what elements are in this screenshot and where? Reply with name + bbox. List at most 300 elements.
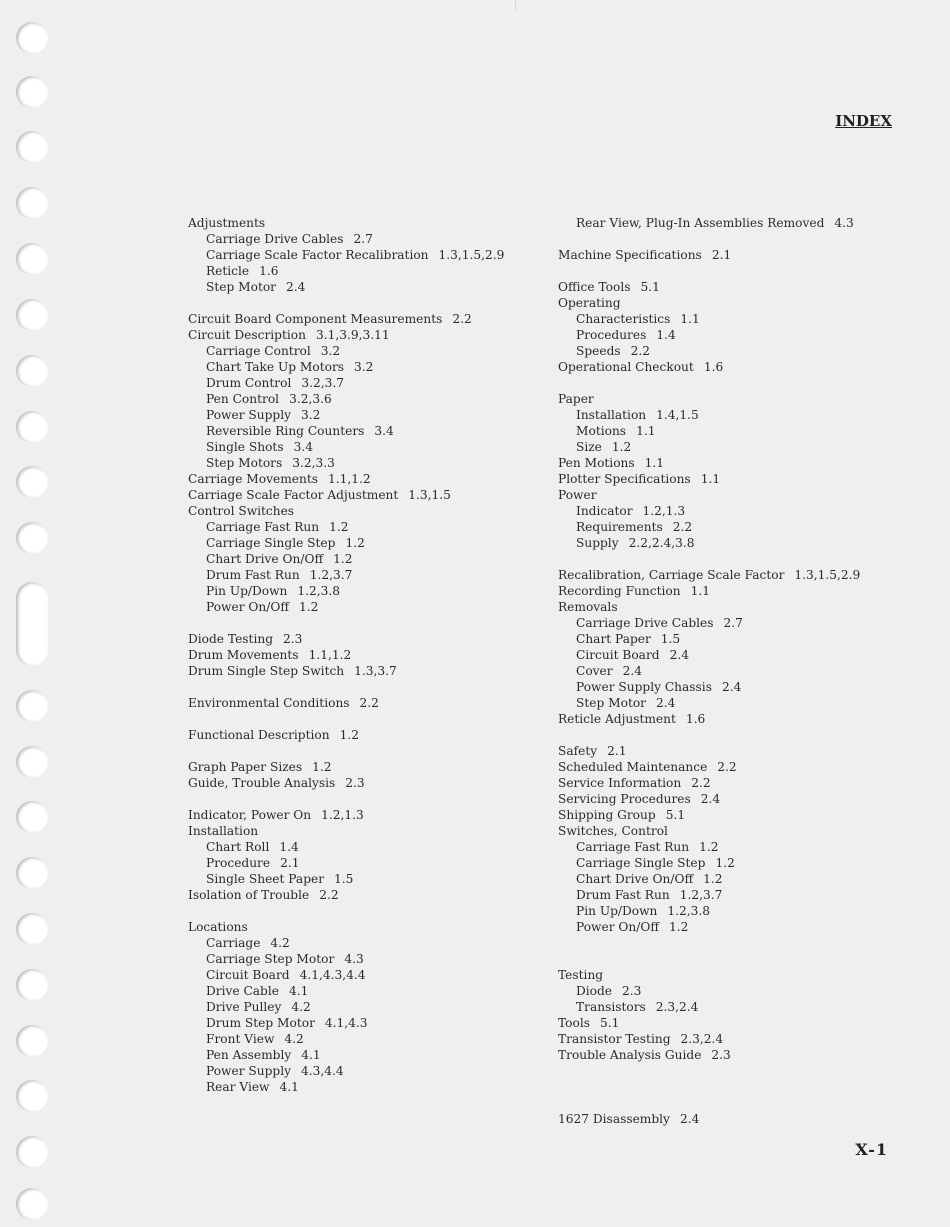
- index-term: Diode: [576, 984, 613, 998]
- index-subentry: [188, 423, 548, 439]
- index-term: Procedure: [206, 856, 271, 870]
- index-page-refs: 2.1: [280, 856, 300, 870]
- index-term: Scheduled Maintenance: [558, 760, 708, 774]
- index-page-refs: 2.3,2.4: [680, 1032, 724, 1046]
- index-page-refs: 1.6: [259, 264, 279, 278]
- index-term: Carriage Control: [206, 344, 311, 358]
- index-term: Trouble Analysis Guide: [558, 1048, 702, 1062]
- index-term: Indicator, Power On: [188, 808, 312, 822]
- index-entry: [558, 759, 903, 775]
- index-term: Chart Take Up Motors: [206, 360, 345, 374]
- page-number: X-1: [855, 1140, 888, 1159]
- index-page-refs: 2.4: [700, 792, 721, 806]
- index-page-refs: 2.3,2.4: [655, 1000, 699, 1014]
- index-subentry: [188, 1063, 548, 1079]
- binder-hole: [16, 355, 48, 387]
- index-subentry: [188, 839, 548, 855]
- index-page-refs: 1.4: [656, 328, 676, 342]
- index-entry: [558, 775, 903, 791]
- index-page-refs: 1.1: [690, 584, 710, 598]
- index-subentry: [558, 343, 903, 359]
- binder-holes: [0, 0, 60, 1227]
- index-page-refs: 1.2: [299, 600, 319, 614]
- binder-hole: [16, 801, 48, 833]
- index-subentry: [558, 999, 903, 1015]
- index-entry: [558, 487, 903, 503]
- index-page-refs: 2.4: [286, 280, 306, 294]
- index-term: Control Switches: [188, 504, 295, 518]
- index-page-refs: 1.2: [703, 872, 723, 886]
- index-entry: [188, 647, 548, 663]
- index-page-refs: 2.4: [622, 664, 642, 678]
- index-entry: [188, 631, 548, 647]
- index-term: Carriage Single Step: [576, 856, 706, 870]
- index-page-refs: 2.2: [452, 312, 472, 326]
- index-term: Drum Fast Run: [206, 568, 300, 582]
- binder-hole: [16, 857, 48, 889]
- index-term: Circuit Description: [188, 328, 306, 342]
- index-subentry: [558, 519, 903, 535]
- index-entry: [188, 503, 548, 519]
- index-page-refs: 2.4: [721, 680, 742, 694]
- index-term: Carriage Scale Factor Recalibration: [206, 248, 429, 262]
- index-term: Removals: [558, 600, 618, 614]
- index-page-refs: 2.2: [630, 344, 651, 358]
- entry-spacer: [558, 935, 903, 951]
- index-term: Installation: [576, 408, 647, 422]
- index-entry: [188, 807, 548, 823]
- index-page-refs: 2.2: [672, 520, 693, 534]
- index-subentry: [558, 663, 903, 679]
- index-subentry: [188, 567, 548, 583]
- binder-hole: [16, 1188, 48, 1220]
- entry-spacer: [188, 679, 548, 695]
- index-term: Rear View, Plug-In Assemblies Removed: [576, 216, 825, 230]
- index-term: Motions: [576, 424, 627, 438]
- index-term: Circuit Board: [206, 968, 290, 982]
- index-term: Cover: [576, 664, 613, 678]
- index-subentry: [188, 855, 548, 871]
- index-page-refs: 2.1: [607, 744, 627, 758]
- binder-hole: [16, 746, 48, 778]
- index-page-refs: 1.2: [329, 520, 349, 534]
- index-page-refs: 3.2,3.6: [289, 392, 332, 406]
- index-term: Carriage: [206, 936, 261, 950]
- index-subentry: [558, 839, 903, 855]
- index-term: Switches, Control: [558, 824, 668, 838]
- entry-spacer: [558, 727, 903, 743]
- index-page-refs: 2.2: [319, 888, 339, 902]
- index-page-refs: 4.1,4.3,4.4: [299, 968, 366, 982]
- binder-hole: [16, 1080, 48, 1112]
- index-term: Guide, Trouble Analysis: [188, 776, 336, 790]
- index-subentry: [188, 1031, 548, 1047]
- index-entry: [188, 823, 548, 839]
- index-subentry: [188, 247, 548, 263]
- index-subentry: [188, 231, 548, 247]
- index-subentry: [558, 439, 903, 455]
- index-subentry: [558, 615, 903, 631]
- index-page-refs: 1.6: [685, 712, 706, 726]
- index-column-left: [188, 215, 548, 1095]
- index-entry: [558, 247, 903, 263]
- index-term: Chart Roll: [206, 840, 270, 854]
- index-term: Servicing Procedures: [558, 792, 691, 806]
- index-entry: [188, 471, 548, 487]
- index-term: Pen Motions: [558, 456, 635, 470]
- index-page-refs: 1.4,1.5: [656, 408, 699, 422]
- index-term: Carriage Scale Factor Adjustment: [188, 488, 399, 502]
- index-page-refs: 3.1,3.9,3.11: [315, 328, 390, 342]
- index-page-refs: 5.1: [665, 808, 686, 822]
- index-subentry: [558, 631, 903, 647]
- index-term: Carriage Movements: [188, 472, 318, 486]
- index-term: Drum Control: [206, 376, 292, 390]
- index-page-refs: 3.2,3.3: [292, 456, 335, 470]
- index-subentry: [188, 999, 548, 1015]
- index-entry: [188, 887, 548, 903]
- index-term: Machine Specifications: [558, 248, 702, 262]
- index-term: Operational Checkout: [558, 360, 694, 374]
- index-term: Testing: [558, 968, 604, 982]
- index-page-refs: 1.2: [339, 728, 359, 742]
- index-term: Graph Paper Sizes: [188, 760, 303, 774]
- entry-spacer: [558, 1063, 903, 1079]
- index-entry: [188, 663, 548, 679]
- binder-hole: [16, 131, 48, 163]
- index-page-refs: 3.2,3.7: [301, 376, 344, 390]
- index-term: Pin Up/Down: [576, 904, 658, 918]
- index-term: Plotter Specifications: [558, 472, 691, 486]
- index-term: Procedures: [576, 328, 647, 342]
- index-entry: [558, 791, 903, 807]
- binder-hole: [16, 243, 48, 275]
- index-subentry: [558, 423, 903, 439]
- index-subentry: [558, 903, 903, 919]
- index-page-refs: 1.3,1.5,2.9: [438, 248, 505, 262]
- index-page-refs: 1.1: [636, 424, 656, 438]
- index-entry: [188, 759, 548, 775]
- index-subentry: [188, 375, 548, 391]
- index-term: Carriage Drive Cables: [206, 232, 344, 246]
- index-subentry: [558, 695, 903, 711]
- index-page-refs: 5.1: [600, 1016, 620, 1030]
- index-page-refs: 1.2: [699, 840, 719, 854]
- entry-spacer: [558, 551, 903, 567]
- index-term: Supply: [576, 536, 619, 550]
- binder-hole: [16, 913, 48, 945]
- index-subentry: [188, 967, 548, 983]
- index-page-refs: 3.2: [320, 344, 341, 358]
- index-term: Adjustments: [188, 216, 266, 230]
- index-entry: [558, 743, 903, 759]
- index-term: Reticle Adjustment: [558, 712, 676, 726]
- index-subentry: [558, 679, 903, 695]
- index-term: Circuit Board: [576, 648, 660, 662]
- index-page-refs: 2.4: [679, 1112, 700, 1126]
- index-page-refs: 2.3: [345, 776, 365, 790]
- index-page-refs: 4.1: [301, 1048, 321, 1062]
- index-term: Power On/Off: [576, 920, 659, 934]
- index-page-refs: 1.4: [279, 840, 299, 854]
- index-page-refs: 1.2,1.3: [642, 504, 686, 518]
- index-page-refs: 1.3,3.7: [354, 664, 397, 678]
- index-term: Power Supply: [206, 408, 291, 422]
- index-page-refs: 4.2: [270, 936, 290, 950]
- binder-hole: [16, 969, 48, 1001]
- index-page-refs: 2.3: [711, 1048, 731, 1062]
- index-term: Indicator: [576, 504, 633, 518]
- entry-spacer: [558, 375, 903, 391]
- index-page-refs: 1.2: [312, 760, 332, 774]
- index-page-refs: 2.4: [669, 648, 689, 662]
- index-entry: [188, 775, 548, 791]
- index-subentry: [558, 503, 903, 519]
- index-entry: [558, 455, 903, 471]
- index-term: Service Information: [558, 776, 682, 790]
- index-term: Office Tools: [558, 280, 631, 294]
- index-term: Power: [558, 488, 597, 502]
- index-subentry: [188, 455, 548, 471]
- index-term: Isolation of Trouble: [188, 888, 310, 902]
- index-page-refs: 1.3,1.5: [408, 488, 451, 502]
- index-subentry: [558, 919, 903, 935]
- index-subentry: [558, 871, 903, 887]
- index-term: 1627 Disassembly: [558, 1112, 670, 1126]
- index-term: Circuit Board Component Measurements: [188, 312, 443, 326]
- index-term: Pen Assembly: [206, 1048, 292, 1062]
- index-subentry: [188, 439, 548, 455]
- index-entry: [558, 807, 903, 823]
- index-page-refs: 1.1: [700, 472, 721, 486]
- page-title: INDEX: [835, 112, 892, 130]
- index-term: Power Supply: [206, 1064, 291, 1078]
- index-term: Requirements: [576, 520, 663, 534]
- index-page-refs: 1.5: [660, 632, 681, 646]
- index-term: Carriage Fast Run: [576, 840, 690, 854]
- index-subentry: [188, 359, 548, 375]
- entry-spacer: [188, 615, 548, 631]
- index-subentry: [188, 983, 548, 999]
- index-entry: [188, 695, 548, 711]
- index-term: Carriage Single Step: [206, 536, 336, 550]
- index-subentry: [558, 215, 903, 231]
- index-term: Drive Pulley: [206, 1000, 282, 1014]
- index-subentry: [188, 935, 548, 951]
- index-page-refs: 3.4: [374, 424, 394, 438]
- index-page-refs: 3.2: [300, 408, 321, 422]
- binder-slot: [16, 582, 48, 666]
- index-column-right: [558, 215, 903, 1127]
- index-entry: [558, 295, 903, 311]
- index-page-refs: 2.2: [359, 696, 379, 710]
- binder-hole: [16, 1136, 48, 1168]
- index-subentry: [188, 279, 548, 295]
- index-entry: [558, 823, 903, 839]
- index-term: Carriage Step Motor: [206, 952, 335, 966]
- entry-spacer: [558, 231, 903, 247]
- index-page-refs: 4.3: [834, 216, 854, 230]
- index-entry: [188, 311, 548, 327]
- index-term: Single Shots: [206, 440, 284, 454]
- entry-spacer: [188, 791, 548, 807]
- index-subentry: [188, 263, 548, 279]
- index-subentry: [558, 855, 903, 871]
- index-page-refs: 4.3,4.4: [300, 1064, 344, 1078]
- index-subentry: [188, 871, 548, 887]
- index-subentry: [188, 407, 548, 423]
- binder-hole: [16, 299, 48, 331]
- index-page-refs: 3.2: [354, 360, 374, 374]
- index-subentry: [188, 951, 548, 967]
- index-entry: [558, 967, 903, 983]
- index-subentry: [558, 311, 903, 327]
- index-term: Functional Description: [188, 728, 330, 742]
- index-entry: [558, 359, 903, 375]
- index-term: Size: [576, 440, 602, 454]
- index-subentry: [558, 983, 903, 999]
- index-entry: [558, 599, 903, 615]
- binder-hole: [16, 522, 48, 554]
- index-term: Step Motor: [576, 696, 647, 710]
- index-subentry: [558, 647, 903, 663]
- index-entry: [188, 487, 548, 503]
- index-term: Characteristics: [576, 312, 671, 326]
- index-term: Installation: [188, 824, 259, 838]
- index-entry: [558, 1015, 903, 1031]
- entry-spacer: [188, 903, 548, 919]
- index-entry: [558, 567, 903, 583]
- index-subentry: [188, 551, 548, 567]
- index-page-refs: 2.2: [691, 776, 711, 790]
- index-page-refs: 1.2,3.7: [309, 568, 353, 582]
- index-term: Drum Fast Run: [576, 888, 670, 902]
- index-subentry: [188, 1079, 548, 1095]
- index-page-refs: 1.2: [669, 920, 689, 934]
- index-page-refs: 1.1,1.2: [327, 472, 371, 486]
- index-term: Environmental Conditions: [188, 696, 350, 710]
- entry-spacer: [188, 743, 548, 759]
- index-term: Recording Function: [558, 584, 681, 598]
- index-subentry: [558, 535, 903, 551]
- index-subentry: [188, 391, 548, 407]
- index-page-refs: 4.1: [279, 1080, 299, 1094]
- index-subentry: [558, 887, 903, 903]
- index-page-refs: 1.2: [611, 440, 632, 454]
- index-term: Front View: [206, 1032, 275, 1046]
- binder-hole: [16, 187, 48, 219]
- index-term: Speeds: [576, 344, 621, 358]
- index-term: Step Motors: [206, 456, 283, 470]
- index-subentry: [188, 1047, 548, 1063]
- entry-spacer: [558, 263, 903, 279]
- entry-spacer: [558, 1095, 903, 1111]
- index-subentry: [188, 343, 548, 359]
- index-term: Chart Drive On/Off: [206, 552, 324, 566]
- index-page-refs: 1.1: [644, 456, 665, 470]
- binder-hole: [16, 76, 48, 108]
- index-term: Drum Movements: [188, 648, 299, 662]
- binder-hole: [16, 466, 48, 498]
- index-term: Drum Step Motor: [206, 1016, 315, 1030]
- binder-hole: [16, 690, 48, 722]
- index-entry: [188, 727, 548, 743]
- index-term: Carriage Fast Run: [206, 520, 320, 534]
- index-page-refs: 3.4: [293, 440, 313, 454]
- index-page-refs: 1.2,1.3: [321, 808, 364, 822]
- index-term: Power On/Off: [206, 600, 289, 614]
- index-term: Recalibration, Carriage Scale Factor: [558, 568, 785, 582]
- index-page-refs: 1.1: [680, 312, 700, 326]
- index-term: Reticle: [206, 264, 250, 278]
- index-page-refs: 2.2,2.4,3.8: [628, 536, 695, 550]
- index-term: Pin Up/Down: [206, 584, 288, 598]
- index-page-refs: 1.5: [334, 872, 354, 886]
- index-term: Drive Cable: [206, 984, 279, 998]
- index-entry: [558, 1047, 903, 1063]
- index-term: Chart Drive On/Off: [576, 872, 694, 886]
- index-entry: [188, 327, 548, 343]
- entry-spacer: [558, 1079, 903, 1095]
- index-subentry: [188, 519, 548, 535]
- index-page-refs: 1.2,3.7: [679, 888, 723, 902]
- index-entry: [558, 391, 903, 407]
- index-subentry: [188, 535, 548, 551]
- binder-hole: [16, 411, 48, 443]
- index-term: Paper: [558, 392, 594, 406]
- index-term: Transistors: [576, 1000, 646, 1014]
- index-term: Chart Paper: [576, 632, 651, 646]
- index-term: Locations: [188, 920, 248, 934]
- index-page-refs: 4.2: [284, 1032, 304, 1046]
- index-term: Reversible Ring Counters: [206, 424, 365, 438]
- index-entry: [558, 1111, 903, 1127]
- index-entry: [558, 279, 903, 295]
- entry-spacer: [188, 711, 548, 727]
- index-page-refs: 5.1: [640, 280, 660, 294]
- index-entry: [188, 919, 548, 935]
- index-term: Rear View: [206, 1080, 270, 1094]
- index-page-refs: 1.2: [333, 552, 353, 566]
- index-term: Transistor Testing: [558, 1032, 671, 1046]
- index-subentry: [188, 1015, 548, 1031]
- index-term: Single Sheet Paper: [206, 872, 325, 886]
- index-page-refs: 1.2,3.8: [297, 584, 341, 598]
- index-page-refs: 1.2: [345, 536, 365, 550]
- binder-hole: [16, 22, 48, 54]
- index-term: Tools: [558, 1016, 591, 1030]
- index-page-refs: 2.1: [711, 248, 732, 262]
- index-term: Operating: [558, 296, 621, 310]
- index-entry: [558, 583, 903, 599]
- index-page-refs: 2.7: [353, 232, 373, 246]
- index-page-refs: 4.3: [344, 952, 364, 966]
- index-entry: [558, 471, 903, 487]
- index-term: Diode Testing: [188, 632, 273, 646]
- index-subentry: [188, 599, 548, 615]
- entry-spacer: [188, 295, 548, 311]
- index-term: Safety: [558, 744, 598, 758]
- index-term: Carriage Drive Cables: [576, 616, 714, 630]
- index-term: Pen Control: [206, 392, 280, 406]
- index-page-refs: 4.1,4.3: [324, 1016, 368, 1030]
- index-page-refs: 4.2: [291, 1000, 311, 1014]
- fold-mark: [515, 0, 516, 10]
- index-subentry: [558, 407, 903, 423]
- entry-spacer: [558, 951, 903, 967]
- index-page-refs: 2.7: [723, 616, 743, 630]
- index-term: Shipping Group: [558, 808, 656, 822]
